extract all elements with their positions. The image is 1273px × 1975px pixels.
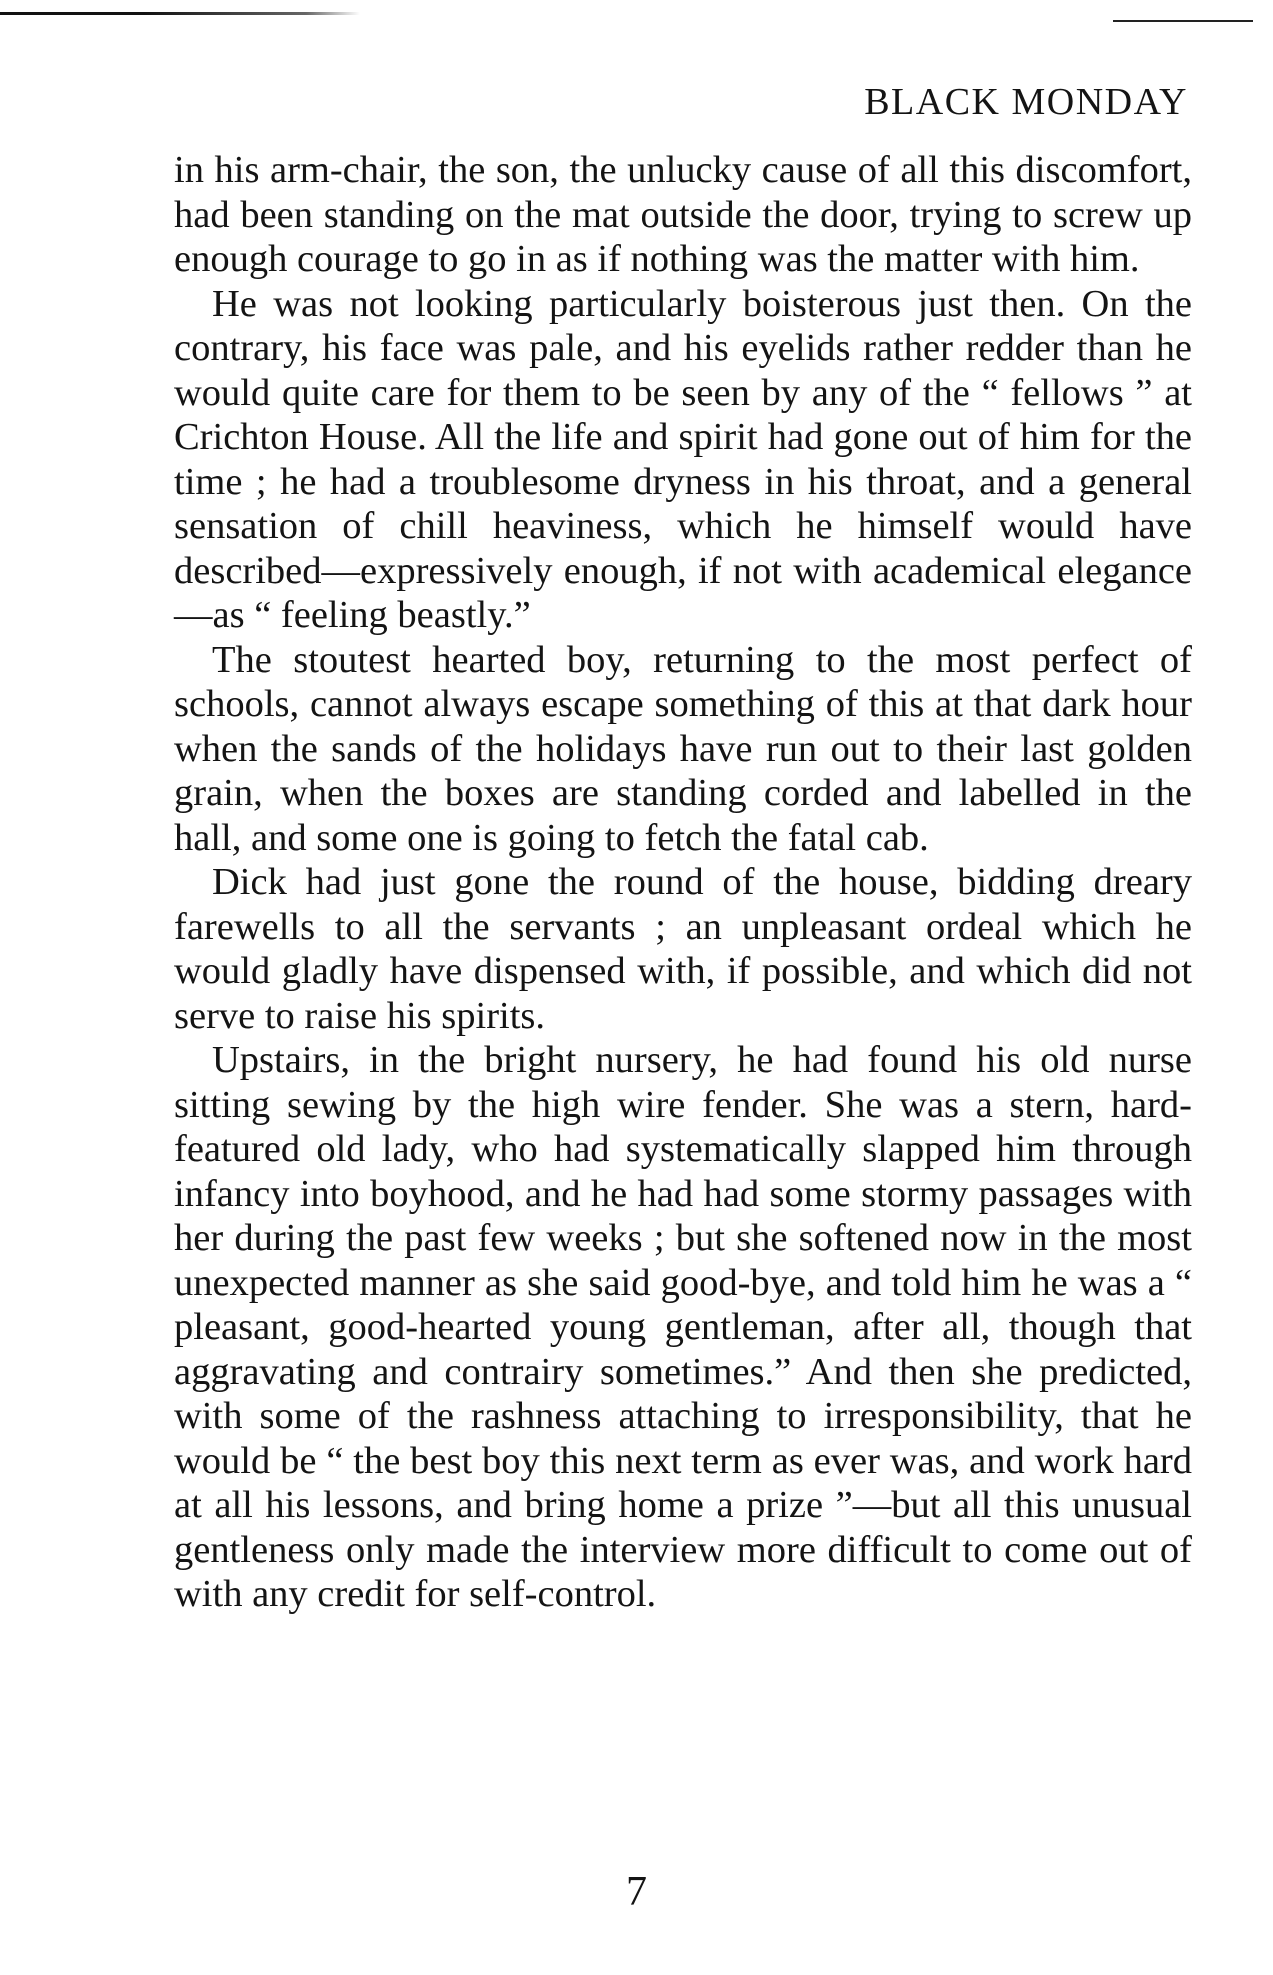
scan-edge-rule-left <box>0 12 360 15</box>
scan-edge-rule-right <box>1113 20 1253 22</box>
running-head: BLACK MONDAY <box>864 81 1188 123</box>
paragraph-4: Dick had just gone the round of the house, bidding dreary farewells to all the servants ; an unpleasant ordeal which he would gladly have dispensed with, if possible, and which did not serve to raise his spirits. <box>174 861 1192 1037</box>
paragraph-1: in his arm-chair, the son, the unlucky cause of all this discomfort, had been standing on the mat outside the door, trying to screw up enough courage to go in as if nothing was the matter with him. <box>174 149 1192 280</box>
paragraph-5: Upstairs, in the bright nursery, he had found his old nurse sitting sewing by the high wire fender. She was a stern, hard-featured old lady, who had systematically slapped him through infancy into boyhood, and he had had some stormy passages with her during the past few weeks ; but she softened now in the most unexpected manner as she said good-bye, and told him he was a “ pleasant, good-hearted young gentleman, after all, though that aggravating and contrairy sometimes.” And then she predicted, with some of the rashness attaching to irresponsibility, that he would be “ the best boy this next term as ever was, and work hard at all his lessons, and bring home a prize ”—but all this unusual gentleness only made the interview more difficult to come out of with any credit for self-control. <box>174 1039 1192 1615</box>
paragraph-3: The stoutest hearted boy, returning to the most perfect of schools, cannot always escape something of this at that dark hour when the sands of the holidays have run out to their last golden grain, when the boxes are standing corded and labelled in the hall, and some one is going to fetch the fatal cab. <box>174 638 1192 859</box>
paragraph-2: He was not looking particularly boisterous just then. On the contrary, his face was pale, and his eyelids rather redder than he would quite care for them to be seen by any of the “ fellows ” at Crichton House. All the life and spirit had gone out of him for the time ; he had a troublesome dryness in his throat, and a general sensation of chill heaviness, which he himself would have described—expressively enough, if not with academical elegance—as “ feeling beastly.” <box>174 282 1192 636</box>
body-text <box>174 148 1192 1617</box>
page-number: 7 <box>626 1869 647 1915</box>
